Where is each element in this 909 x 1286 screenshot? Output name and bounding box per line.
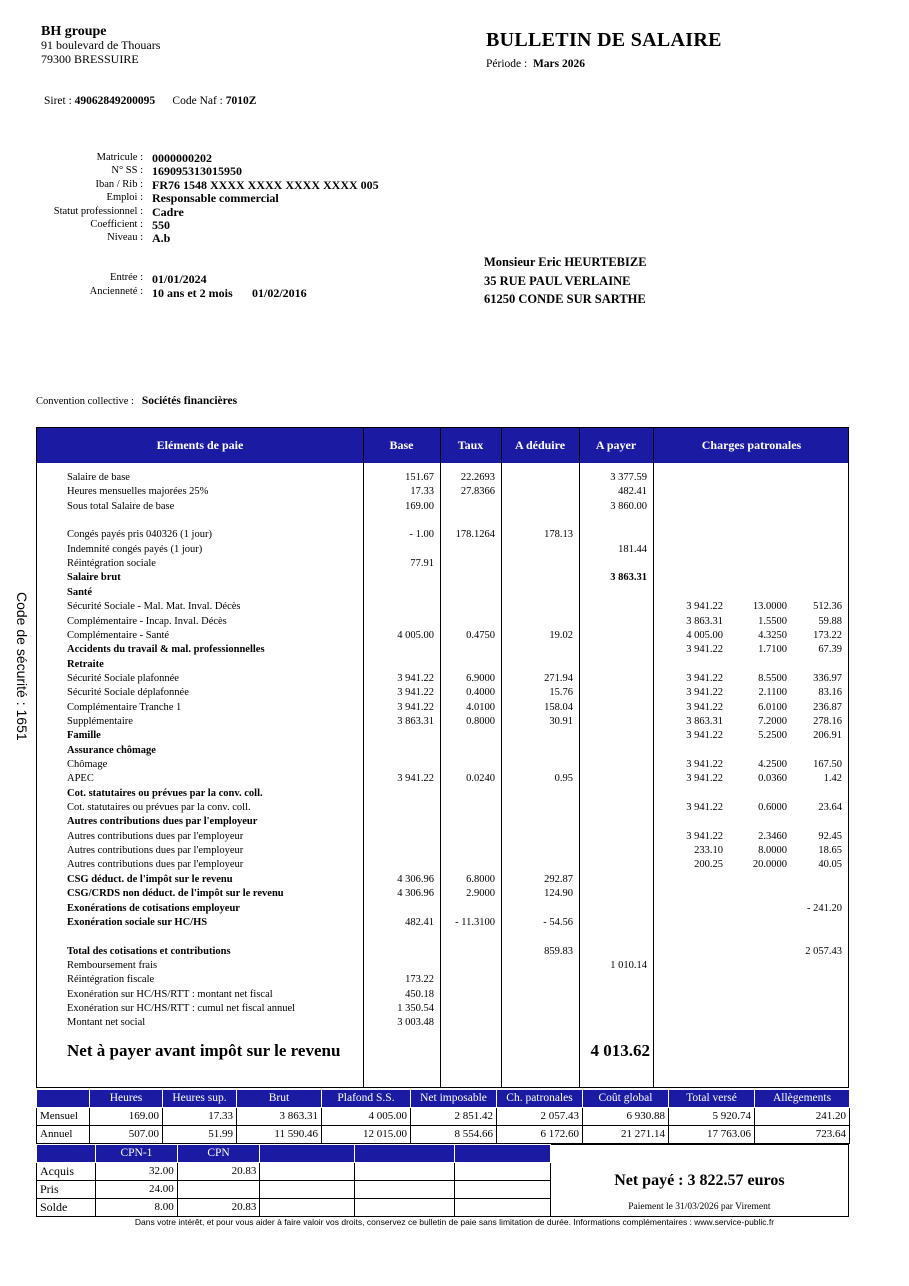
pay-row-label: Sécurité Sociale - Mal. Mat. Inval. Décès [67,601,241,613]
footer-notice: Dans votre intérêt, et pour vous aider à faire valoir vos droits, conservez ce bulletin de paie sans limitation de durée. Informations complémentaires : www.service-public.fr [134,1217,775,1227]
pay-row [37,672,850,686]
summary-row-label: Annuel [37,1126,90,1144]
leave-table [36,1144,849,1217]
pay-row-label: Complémentaire - Incap. Inval. Décès [67,615,227,627]
seniority-date: 01/02/2016 [252,286,307,300]
pay-row-base: 173.22 [405,974,434,986]
pay-row-cb: 3 863.31 [686,615,723,627]
recipient-city: 61250 CONDE SUR SARTHE [484,292,646,306]
pay-row [37,701,850,715]
naf-value: 7010Z [225,95,257,107]
pay-row-ct: 1.5500 [758,615,787,627]
header-elements: Eléments de paie [156,438,244,452]
summary-cell: 8 554.66 [411,1126,497,1144]
pay-row [37,629,850,643]
leave-header-row [37,1145,849,1163]
recipient-name: Monsieur Eric HEURTEBIZE [484,255,647,269]
pay-row [37,1016,850,1030]
pay-row-label: APEC [67,773,94,785]
pay-row [37,858,850,872]
employee-field-label: Coefficient : [90,219,143,230]
summary-header: Brut [237,1090,322,1108]
summary-cell: 21 271.14 [583,1126,669,1144]
pay-row-cb: 3 941.22 [686,601,723,613]
pay-row [37,528,850,542]
pay-row-ct: 7.2000 [758,715,787,727]
pay-row-cb: 200.25 [694,859,723,871]
summary-cell: 241.20 [755,1108,850,1126]
pay-row-base: 482.41 [405,916,434,928]
pay-row-label: Cot. statutaires ou prévues par la conv. coll. [67,802,251,814]
pay-row-cm: 92.45 [818,830,842,842]
pay-row-ct: 6.0100 [758,701,787,713]
pay-row-label: CSG/CRDS non déduct. de l'impôt sur le revenu [67,888,284,900]
siret-value: 49062849200095 [74,95,156,107]
pay-row [37,873,850,887]
leave-empty-cell [260,1163,355,1181]
pay-row-cb: 233.10 [694,845,723,857]
pay-row-label: Sous total Salaire de base [67,500,175,512]
summary-header: Net imposable [411,1090,497,1108]
pay-row-label: Autres contributions dues par l'employeur [67,845,244,857]
pay-row-taux: 6.8000 [466,873,495,885]
pay-row-pay: 181.44 [618,543,647,555]
summary-row-label: Mensuel [37,1108,90,1126]
pay-row-base: 3 863.31 [397,715,434,727]
summary-header: Ch. patronales [497,1090,583,1108]
leave-header: CPN [177,1145,260,1163]
summary-cell: 2 851.42 [411,1108,497,1126]
pay-row-pay: 3 863.31 [610,572,647,584]
pay-row-label: Santé [67,586,93,598]
pay-row [37,916,850,930]
leave-empty-cell [454,1163,550,1181]
pay-row-cb: 3 863.31 [686,715,723,727]
summary-cell: 11 590.46 [237,1126,322,1144]
pay-row-base: - 1.00 [409,529,434,541]
pay-row [37,543,850,557]
pay-row-label: Salaire de base [67,472,130,483]
pay-row [37,772,850,786]
leave-header: CPN-1 [96,1145,178,1163]
employee-field-value: 550 [152,218,170,232]
pay-row-label: Indemnité congés payés (1 jour) [67,543,203,555]
pay-row-label: Autres contributions dues par l'employeur [67,816,258,828]
leave-empty-cell [454,1199,550,1217]
pay-row-label: Total des cotisations et contributions [67,945,231,957]
pay-row-label: Famille [67,730,101,742]
pay-row-base: 3 941.22 [397,672,434,684]
leave-header-blank [37,1145,96,1163]
summary-header-row [37,1090,850,1108]
convention-value: Sociétés financières [141,395,238,407]
summary-header: Heures sup. [163,1090,237,1108]
pay-row-taux: 0.8000 [466,715,495,727]
pay-row-cm: 18.65 [818,845,842,857]
company-name: BH groupe [41,24,107,39]
employee-field-label: N° SS : [111,165,143,177]
summary-table [36,1089,850,1144]
leave-header-blank [260,1145,355,1163]
pay-row-taux: 22.2693 [460,472,495,483]
pay-row [37,844,850,858]
employee-field-value: Cadre [152,204,184,219]
leave-row-label: Solde [37,1199,96,1217]
employee-field-value: Responsable commercial [152,191,279,206]
pay-row-cb: 3 941.22 [686,644,723,656]
summary-cell: 3 863.31 [237,1108,322,1126]
employee-field-label: Iban / Rib : [95,178,143,190]
pay-row-label: Remboursement frais [67,959,158,971]
pay-row [37,729,850,743]
leave-empty-cell [355,1199,454,1217]
pay-row [37,500,850,514]
naf-label: Code Naf : [172,95,223,107]
summary-header: Plafond S.S. [322,1090,411,1108]
convention [36,395,237,407]
pay-row-taux: - 11.3100 [455,916,495,928]
summary-cell: 17.33 [163,1108,237,1126]
pay-row [37,830,850,844]
leave-header-blank [454,1145,550,1163]
pay-row [37,758,850,772]
pay-row [37,959,850,973]
pay-row-ded: 19.02 [549,629,573,641]
pay-row [37,988,850,1002]
convention-label: Convention collective : [36,396,134,407]
pay-row-cb: 3 941.22 [686,773,723,785]
net-paid-cell-top [550,1145,848,1163]
pay-row-label: Cot. statutaires ou prévues par la conv. coll. [67,787,263,799]
summary-header: Total versé [669,1090,755,1108]
period [486,58,585,70]
pay-row-label: Exonération sociale sur HC/HS [67,916,208,928]
employee-field-label: Niveau : [107,232,143,244]
pay-row-cm: 23.64 [818,802,842,814]
pay-row-ct: 5.2500 [758,730,787,742]
pay-row-label: Montant net social [67,1017,146,1029]
net-paid: Net payé : 3 822.57 euros [550,1163,848,1199]
leave-row-label: Pris [37,1181,96,1199]
leave-cell [177,1181,260,1199]
header-deduire: A déduire [514,438,566,452]
pay-row [37,887,850,901]
summary-cell: 12 015.00 [322,1126,411,1144]
summary-cell: 4 005.00 [322,1108,411,1126]
header-taux: Taux [457,438,484,452]
summary-cell: 51.99 [163,1126,237,1144]
seniority-value: 10 ans et 2 mois [152,286,233,300]
summary-cell: 507.00 [90,1126,163,1144]
pay-row-label: Heures mensuelles majorées 25% [67,486,209,498]
pay-row-label: Congés payés pris 040326 (1 jour) [67,529,212,541]
pay-row-ded: 178.13 [544,529,573,541]
summary-row [37,1108,850,1126]
pay-row [37,658,850,672]
pay-row [37,787,850,801]
summary-header: Coût global [583,1090,669,1108]
pay-row-taux: 2.9000 [466,888,495,900]
pay-row-label: Sécurité Sociale déplafonnée [67,687,189,699]
employee-field-value: 169095313015950 [152,164,242,179]
pay-row-base: 3 003.48 [397,1017,434,1029]
leave-cell: 20.83 [177,1199,260,1217]
siret-label: Siret : [44,95,72,107]
pay-row-ded: 292.87 [544,873,573,885]
pay-row-base: 4 306.96 [397,873,434,885]
leave-row [37,1163,849,1181]
recipient-street: 35 RUE PAUL VERLAINE [484,274,631,288]
pay-row [37,571,850,585]
pay-row-ded: 30.91 [549,715,573,727]
siret-line [44,95,256,107]
pay-row-cb: 3 941.22 [686,672,723,684]
pay-row-cm: 167.50 [813,759,842,770]
pay-row-label: Supplémentaire [67,715,133,727]
pay-row [37,815,850,829]
net-before-tax-value: 4 013.62 [590,1041,650,1060]
summary-row [37,1126,850,1144]
employee-field-value: FR76 1548 XXXX XXXX XXXX XXXX 005 [152,177,379,192]
pay-row [37,615,850,629]
pay-row-base: 3 941.22 [397,687,434,699]
header-base: Base [389,438,414,452]
pay-row-label: Salaire brut [67,572,121,584]
employee-field-label: Statut professionnel : [53,205,143,217]
pay-row [37,930,850,944]
pay-row-cb: 3 941.22 [686,687,723,699]
pay-row-ded: 15.76 [549,687,573,699]
leave-row [37,1199,849,1217]
pay-row-ded: 158.04 [544,701,573,713]
employee-field-value: 0000000202 [152,151,212,165]
pay-row-cm: 512.36 [813,601,842,613]
company-address-2: 79300 BRESSUIRE [41,52,139,66]
summary-cell: 6 172.60 [497,1126,583,1144]
pay-row-label: Chômage [67,759,108,770]
summary-corner [37,1090,90,1108]
pay-row-base: 169.00 [405,500,434,512]
pay-row-label: CSG déduct. de l'impôt sur le revenu [67,873,233,885]
entry-value: 01/01/2024 [152,272,207,286]
pay-row-cm: 173.22 [813,629,842,641]
pay-row-label: Exonérations de cotisations employeur [67,902,240,914]
pay-row-ct: 8.0000 [758,845,787,857]
pay-row-ded: - 54.56 [543,916,573,928]
pay-row-ct: 8.5500 [758,672,787,684]
leave-cell: 8.00 [96,1199,178,1217]
pay-row-base: 151.67 [405,472,434,483]
pay-row-ct: 1.7100 [758,644,787,656]
pay-row-cm: 83.16 [818,687,842,699]
pay-row [37,744,850,758]
pay-row-label: Exonération sur HC/HS/RTT : montant net fiscal [67,988,273,1000]
pay-row [37,686,850,700]
pay-row-base: 17.33 [410,486,434,498]
pay-elements-table [36,427,849,1088]
leave-row-label: Acquis [37,1163,96,1181]
pay-row-base: 4 005.00 [397,629,434,641]
pay-row [37,514,850,528]
leave-empty-cell [260,1181,355,1199]
pay-row-base: 450.18 [405,988,434,1000]
pay-row-cb: 3 941.22 [686,802,723,814]
pay-row-cb: 3 941.22 [686,830,723,842]
entry-label: Entrée : [110,272,143,283]
pay-row-ct: 0.0360 [758,773,787,785]
pay-row-cm: 336.97 [813,672,842,684]
pay-row-base: 77.91 [410,558,434,570]
pay-row-taux: 4.0100 [466,701,495,713]
pay-row-ct: 0.6000 [758,802,787,814]
leave-cell: 32.00 [96,1163,178,1181]
pay-row-cm: 1.42 [823,773,842,785]
net-before-tax-label: Net à payer avant impôt sur le revenu [67,1041,341,1060]
pay-row-label: Autres contributions dues par l'employeur [67,859,244,871]
pay-row-cm: - 241.20 [807,902,842,914]
pay-row-label: Complémentaire Tranche 1 [67,701,182,713]
pay-row [37,600,850,614]
summary-header: Allègements [755,1090,850,1108]
pay-row-ct: 13.0000 [752,601,787,613]
pay-row-label: Exonération sur HC/HS/RTT : cumul net fiscal annuel [67,1002,296,1014]
summary-header: Heures [90,1090,163,1108]
header-payer: A payer [595,438,637,452]
employee-field-label: Matricule : [96,152,143,163]
pay-row [37,485,850,499]
pay-row-ded: 271.94 [544,672,573,684]
pay-row-cb: 3 941.22 [686,701,723,713]
summary-cell: 2 057.43 [497,1108,583,1126]
pay-table-header [37,428,848,463]
pay-row-ct: 2.3460 [758,830,787,842]
pay-row-taux: 27.8366 [460,486,495,498]
leave-empty-cell [454,1181,550,1199]
company-address-1: 91 boulevard de Thouars [41,38,161,52]
employee-field-value: A.b [152,231,171,246]
leave-empty-cell [355,1181,454,1199]
pay-row-taux: 0.4750 [466,629,495,641]
summary-cell: 169.00 [90,1108,163,1126]
pay-row [37,643,850,657]
seniority-label: Ancienneté : [89,286,143,297]
pay-row-pay: 3 377.59 [610,472,647,483]
security-code: Code de sécurité : 1651 [14,592,30,741]
pay-row-base: 4 306.96 [397,888,434,900]
summary-cell: 723.64 [755,1126,850,1144]
pay-row-ct: 4.2500 [758,759,787,770]
pay-row-ded: 124.90 [544,888,573,900]
pay-row-taux: 0.0240 [466,773,495,785]
pay-row [37,973,850,987]
pay-row-pay: 3 860.00 [610,500,647,512]
pay-row-cm: 40.05 [818,859,842,871]
pay-row-cm: 67.39 [818,644,842,656]
pay-row-label: Sécurité Sociale plafonnée [67,672,179,684]
pay-row-label: Assurance chômage [67,744,156,756]
leave-header-blank [355,1145,454,1163]
pay-row-label: Autres contributions dues par l'employeur [67,830,244,842]
pay-row [37,471,850,485]
pay-row [37,945,850,959]
leave-empty-cell [260,1199,355,1217]
period-value: Mars 2026 [532,58,586,70]
pay-row-pay: 482.41 [618,486,647,498]
pay-row-ct: 2.1100 [758,687,787,699]
leave-cell: 20.83 [177,1163,260,1181]
pay-row-taux: 6.9000 [466,672,495,684]
pay-row-label: Réintégration fiscale [67,974,155,986]
pay-row-cm: 236.87 [813,701,842,713]
pay-row-taux: 178.1264 [455,529,495,541]
summary-cell: 6 930.88 [583,1108,669,1126]
pay-row-base: 3 941.22 [397,701,434,713]
employee-field-label: Emploi : [106,192,143,204]
pay-row [37,801,850,815]
header-charges: Charges patronales [701,438,802,452]
summary-cell: 5 920.74 [669,1108,755,1126]
leave-cell: 24.00 [96,1181,178,1199]
leave-empty-cell [355,1163,454,1181]
pay-row-pay: 1 010.14 [610,959,647,971]
pay-row-cm: 2 057.43 [805,945,842,957]
pay-row-cm: 59.88 [818,615,842,627]
pay-row-cm: 278.16 [813,715,842,727]
pay-row-ded: 859.83 [544,945,573,957]
pay-row-cm: 206.91 [813,730,842,742]
payment-info: Paiement le 31/03/2026 par Virement [550,1199,848,1217]
pay-row-cb: 4 005.00 [686,629,723,641]
pay-row-ct: 20.0000 [752,859,787,871]
pay-row-cb: 3 941.22 [686,730,723,742]
pay-row-base: 1 350.54 [397,1002,434,1014]
pay-row [37,557,850,571]
period-label: Période : [486,58,528,70]
pay-row [37,715,850,729]
pay-row [37,586,850,600]
document-title: BULLETIN DE SALAIRE [486,29,722,51]
pay-row-ct: 4.3250 [758,629,787,641]
pay-row-ded: 0.95 [554,773,573,785]
pay-row-base: 3 941.22 [397,773,434,785]
summary-cell: 17 763.06 [669,1126,755,1144]
pay-row-label: Accidents du travail & mal. professionnelles [67,644,265,656]
pay-row-label: Complémentaire - Santé [67,629,170,641]
pay-row [37,1002,850,1016]
pay-row-cb: 3 941.22 [686,759,723,770]
pay-row [37,902,850,916]
pay-row-taux: 0.4000 [466,687,495,699]
pay-row-label: Retraite [67,658,104,670]
pay-row-label: Réintégration sociale [67,558,156,570]
